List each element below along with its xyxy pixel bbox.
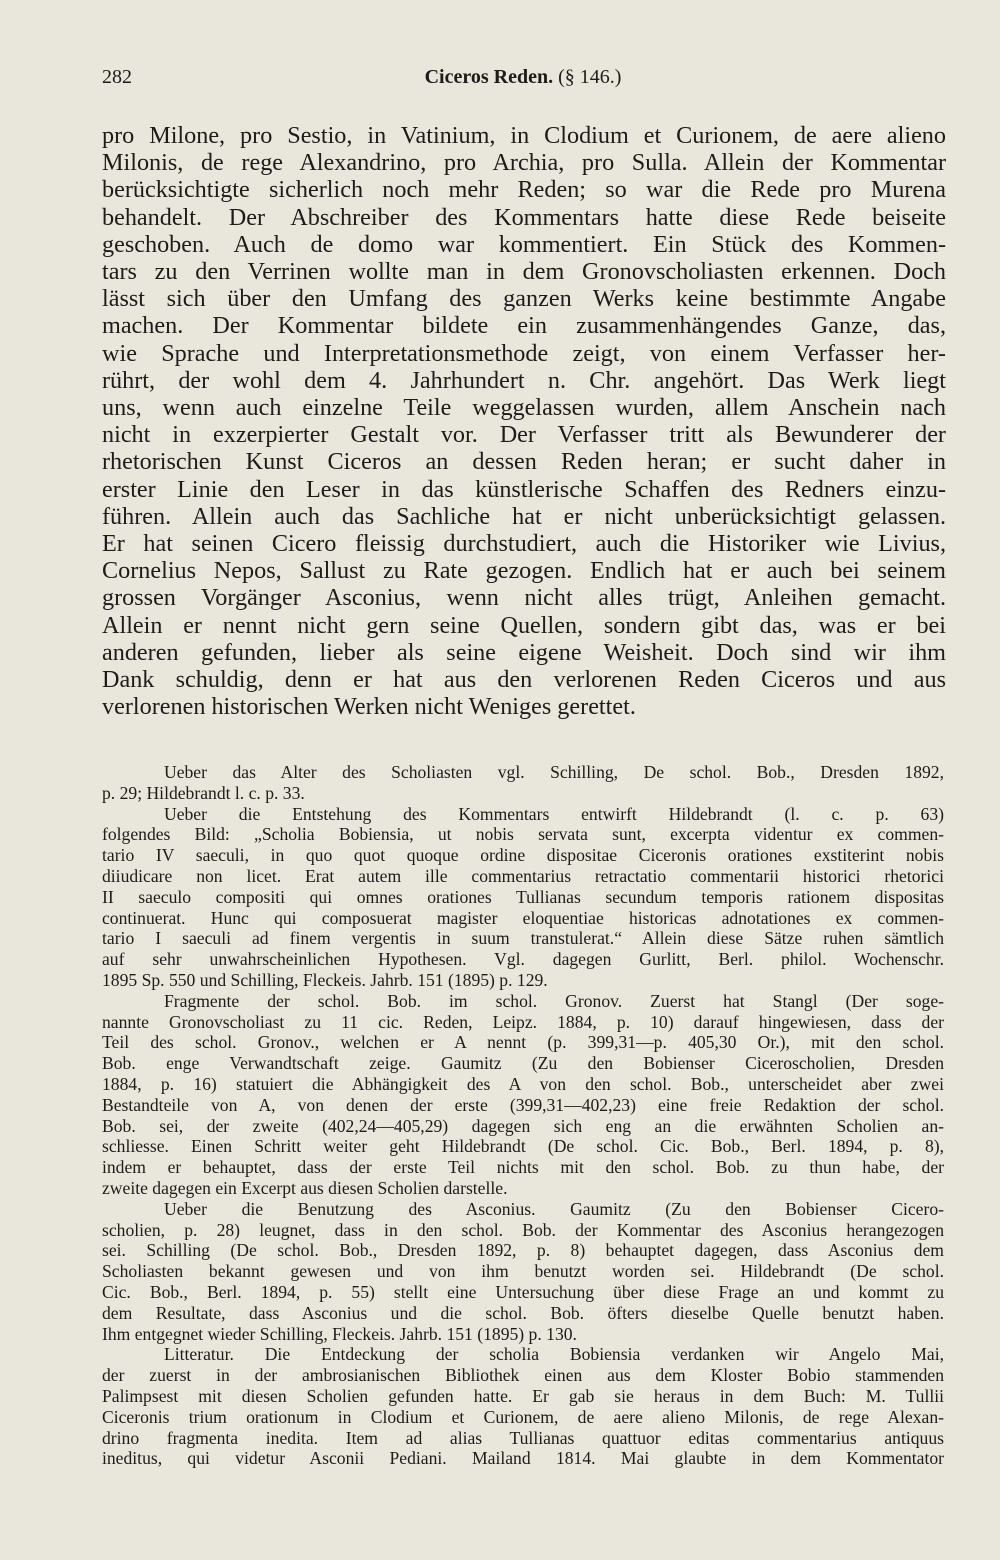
note-line: Cic. Bob., Berl. 1894, p. 55) stellt eine Untersuchung über diese Frage an und kommt zu: [102, 1281, 944, 1302]
note-line: tario IV saeculi, in quo quot quoque ordine dispositae Ciceronis orationes exstiterint nobis: [102, 845, 944, 866]
body-line: berücksichtigte sicherlich noch mehr Reden; so war die Rede pro Murena: [102, 176, 946, 204]
body-line: nicht in exzerpierter Gestalt vor. Der Verfasser tritt als Bewunderer der: [102, 421, 946, 449]
note-line: Bob. enge Verwandtschaft zeige. Gaumitz (Zu den Bobienser Ciceroscholien, Dresden: [102, 1053, 944, 1074]
note-line: auf sehr unwahrscheinlichen Hypothesen. Vgl. dagegen Gurlitt, Berl. philol. Wochenschr.: [102, 949, 944, 970]
main-text: [102, 122, 946, 720]
body-line: tars zu den Verrinen wollte man in dem Gronovscholiasten erkennen. Doch: [102, 258, 946, 286]
section-reference: (§ 146.): [558, 66, 622, 88]
note-line: der zuerst in der ambrosianischen Bibliothek einen aus dem Kloster Bobio stammenden: [102, 1365, 944, 1386]
note-line: p. 29; Hildebrandt l. c. p. 33.: [102, 782, 305, 803]
note-line: Ueber die Benutzung des Asconius. Gaumitz (Zu den Bobienser Cicero-: [164, 1198, 944, 1219]
note-line: Bob. sei, der zweite (402,24—405,29) dagegen sich eng an die erwähnten Scholien an-: [102, 1115, 944, 1136]
note-line: continuerat. Hunc qui composuerat magister eloquentiae historicas adnotationes ex commen-: [102, 907, 944, 928]
body-line: erster Linie den Leser in das künstlerische Schaffen des Redners einzu-: [102, 475, 946, 503]
note-line: Ueber die Entstehung des Kommentars entwirft Hildebrandt (l. c. p. 63): [164, 803, 944, 824]
body-line: Dank schuldig, denn er hat aus den verlorenen Reden Ciceros und aus: [102, 666, 946, 694]
note-line: tario I saeculi ad finem vergentis in suum transtulerat.“ Allein diese Sätze ruhen sämtlich: [102, 928, 944, 949]
note-line: sei. Schilling (De schol. Bob., Dresden 1892, p. 8) behauptet dagegen, dass Asconius dem: [102, 1240, 944, 1261]
note-line: folgendes Bild: „Scholia Bobiensia, ut nobis servata sunt, excerpta videntur ex commen-: [102, 824, 944, 845]
body-line: führen. Allein auch das Sachliche hat er nicht unberücksichtigt gelassen.: [102, 502, 946, 530]
running-title-text: Ciceros Reden.: [424, 66, 554, 88]
body-line: wie Sprache und Interpretationsmethode zeigt, von einem Verfasser her-: [102, 339, 946, 367]
note-line: 1884, p. 16) statuiert die Abhängigkeit des A von den schol. Bob., unterscheidet aber zwei: [102, 1073, 944, 1094]
page-header: [102, 66, 944, 100]
body-line: uns, wenn auch einzelne Teile weggelassen wurden, allem Anschein nach: [102, 394, 946, 422]
body-line: anderen gefunden, lieber als seine eigene Weisheit. Doch sind wir ihm: [102, 638, 946, 666]
note-line: scholien, p. 28) leugnet, dass in den schol. Bob. der Kommentar des Asconius herangezogen: [102, 1219, 944, 1240]
body-line: Allein er nennt nicht gern seine Quellen, sondern gibt das, was er bei: [102, 611, 946, 639]
footnotes: [102, 762, 944, 1469]
note-line: Ciceronis trium orationum in Clodium et Curionem, de aere alieno Milonis, de rege Alexan-: [102, 1406, 944, 1427]
body-line: lässt sich über den Umfang des ganzen Werks keine bestimmte Angabe: [102, 285, 946, 313]
note-line: ineditus, qui videtur Asconii Pediani. Mailand 1814. Mai glaubte in dem Kommentator: [102, 1448, 944, 1469]
note-line: Ueber das Alter des Scholiasten vgl. Schilling, De schol. Bob., Dresden 1892,: [164, 762, 944, 782]
note-line: drino fragmenta inedita. Item ad alias Tullianas quattuor editas commentarius antiquus: [102, 1427, 944, 1448]
body-line: Milonis, de rege Alexandrino, pro Archia, pro Sulla. Allein der Kommentar: [102, 149, 946, 177]
body-line: Cornelius Nepos, Sallust zu Rate gezogen. Endlich hat er auch bei seinem: [102, 557, 946, 585]
note-line: Fragmente der schol. Bob. im schol. Gronov. Zuerst hat Stangl (Der soge-: [164, 990, 944, 1011]
note-line: Litteratur. Die Entdeckung der scholia Bobiensia verdanken wir Angelo Mai,: [164, 1344, 944, 1365]
note-line: diiudicare non licet. Erat autem ille commentarius retractatio commentarii historici rhetorici: [102, 865, 944, 886]
note-line: indem er behauptet, dass der erste Teil nichts mit den schol. Bob. zu thun habe, der: [102, 1157, 944, 1178]
page-number: 282: [102, 66, 132, 88]
note-line: Ihm entgegnet wieder Schilling, Fleckeis. Jahrb. 151 (1895) p. 130.: [102, 1323, 577, 1344]
note-line: dem Resultate, dass Asconius und die schol. Bob. öfters dieselbe Quelle benutzt haben.: [102, 1302, 944, 1323]
body-line: verlorenen historischen Werken nicht Weniges gerettet.: [102, 693, 636, 721]
body-line: behandelt. Der Abschreiber des Kommentars hatte diese Rede beiseite: [102, 203, 946, 231]
note-line: nannte Gronovscholiast zu 11 cic. Reden, Leipz. 1884, p. 10) darauf hingewiesen, dass der: [102, 1011, 944, 1032]
note-line: 1895 Sp. 550 und Schilling, Fleckeis. Jahrb. 151 (1895) p. 129.: [102, 969, 548, 990]
body-line: rührt, der wohl dem 4. Jahrhundert n. Chr. angehört. Das Werk liegt: [102, 366, 946, 394]
note-line: schliesse. Einen Schritt weiter geht Hildebrandt (De schol. Cic. Bob., Berl. 1894, p. 8),: [102, 1136, 944, 1157]
body-line: pro Milone, pro Sestio, in Vatinium, in Clodium et Curionem, de aere alieno: [102, 122, 946, 149]
note-line: Palimpsest mit diesen Scholien gefunden hatte. Er gab sie heraus in dem Buch: M. Tullii: [102, 1385, 944, 1406]
note-line: II saeculo compositi qui omnes orationes Tullianas secundum temporis rationem dispositas: [102, 886, 944, 907]
body-line: Er hat seinen Cicero fleissig durchstudiert, auch die Historiker wie Livius,: [102, 530, 946, 558]
running-title: [102, 66, 944, 89]
note-line: Bestandteile von A, von denen der erste (399,31—402,23) eine freie Redaktion der schol.: [102, 1094, 944, 1115]
body-line: geschoben. Auch de domo war kommentiert. Ein Stück des Kommen-: [102, 230, 946, 258]
body-line: machen. Der Kommentar bildete ein zusammenhängendes Ganze, das,: [102, 312, 946, 340]
body-line: grossen Vorgänger Asconius, wenn nicht alles trügt, Anleihen gemacht.: [102, 584, 946, 612]
note-line: zweite dagegen ein Excerpt aus diesen Scholien darstelle.: [102, 1177, 508, 1198]
note-line: Scholiasten bekannt gewesen und von ihm benutzt worden sei. Hildebrandt (De schol.: [102, 1261, 944, 1282]
body-line: rhetorischen Kunst Ciceros an dessen Reden heran; er sucht daher in: [102, 448, 946, 476]
note-line: Teil des schol. Gronov., welchen er A nennt (p. 399,31—p. 405,30 Or.), mit den schol.: [102, 1032, 944, 1053]
